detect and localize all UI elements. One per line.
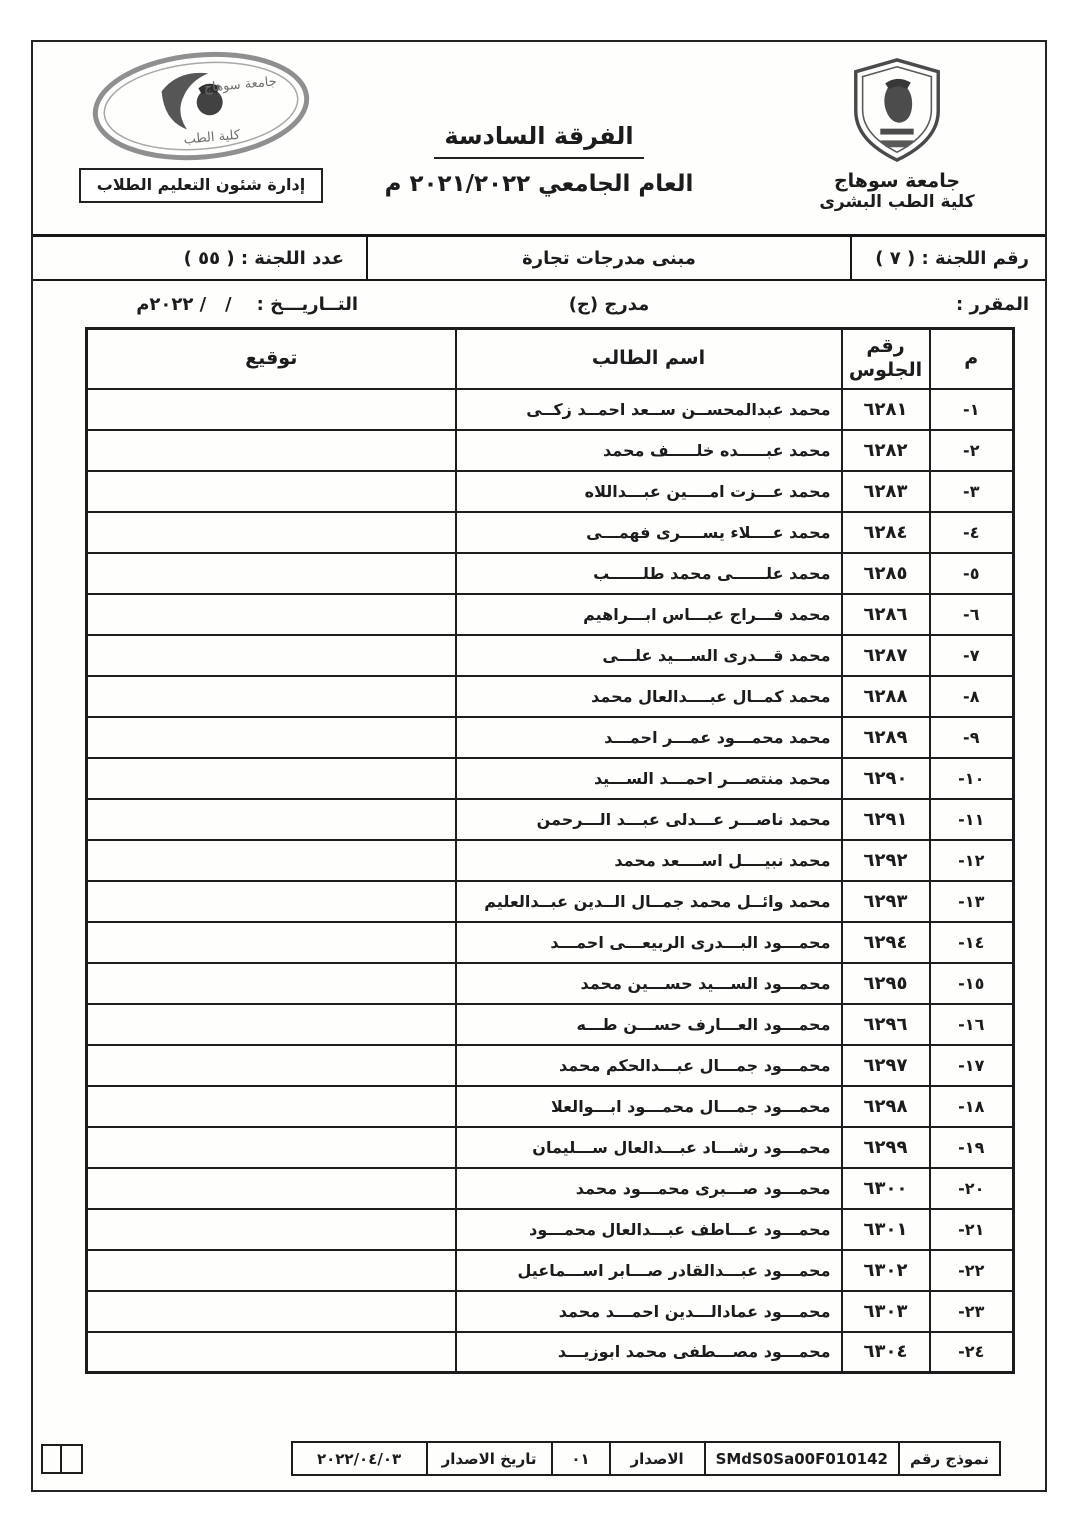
table-row xyxy=(87,553,1014,594)
table-row xyxy=(87,963,1014,1004)
header-signature: توقيع xyxy=(87,329,456,389)
table-row xyxy=(87,676,1014,717)
student-name-cell: محمـــود صـــبرى محمـــود محمد xyxy=(456,1168,842,1209)
row-number-cell: ١- xyxy=(930,389,1014,430)
student-name-cell: محمد عــــلاء يســــرى فهمـــى xyxy=(456,512,842,553)
row-number-cell: ٦- xyxy=(930,594,1014,635)
student-name-cell: محمد قـــدرى الســـيد علـــى xyxy=(456,635,842,676)
signature-cell xyxy=(87,1332,456,1373)
seat-number-cell: ٦٢٩٣ xyxy=(842,881,930,922)
student-name-cell: محمد محمـــود عمـــر احمـــد xyxy=(456,717,842,758)
signature-cell xyxy=(87,758,456,799)
page-footer xyxy=(41,1441,1001,1476)
seat-number-cell: ٦٢٩٨ xyxy=(842,1086,930,1127)
table-row xyxy=(87,717,1014,758)
committee-count: عدد اللجنة : ( ٥٥ ) xyxy=(33,237,368,279)
footer-end-box-cell xyxy=(43,1446,62,1472)
seat-number-cell: ٦٢٨٤ xyxy=(842,512,930,553)
table-row xyxy=(87,758,1014,799)
seat-number-cell: ٦٣٠٢ xyxy=(842,1250,930,1291)
row-number-cell: ١٢- xyxy=(930,840,1014,881)
row-number-cell: ١٣- xyxy=(930,881,1014,922)
signature-cell xyxy=(87,471,456,512)
seat-number-cell: ٦٣٠٠ xyxy=(842,1168,930,1209)
table-row xyxy=(87,1168,1014,1209)
table-row xyxy=(87,881,1014,922)
seat-number-cell: ٦٢٩٩ xyxy=(842,1127,930,1168)
row-number-cell: ٢٤- xyxy=(930,1332,1014,1373)
header-seat-number: رقم الجلوس xyxy=(842,329,930,389)
student-name-cell: محمد كمــال عبــــدالعال محمد xyxy=(456,676,842,717)
exam-date: التــاريـــخ : / / ٢٠٢٢م xyxy=(136,293,358,315)
form-code: SMdS0Sa00F010142 xyxy=(705,1442,899,1475)
signature-cell xyxy=(87,799,456,840)
signature-cell xyxy=(87,922,456,963)
seat-number-cell: ٦٢٩٢ xyxy=(842,840,930,881)
footer-table xyxy=(291,1441,1001,1476)
row-number-cell: ١٥- xyxy=(930,963,1014,1004)
university-block xyxy=(797,56,997,212)
academic-year: العام الجامعي ٢٠٢١/٢٠٢٢ م xyxy=(384,171,694,197)
student-name-cell: محمد ناصـــر عـــدلى عبـــد الـــرحمن xyxy=(456,799,842,840)
seat-number-cell: ٦٢٩١ xyxy=(842,799,930,840)
signature-cell xyxy=(87,881,456,922)
hall-name: مدرج (ج) xyxy=(568,293,650,315)
version-value: ٠١ xyxy=(552,1442,610,1475)
student-name-cell: محمد علــــــى محمد طلــــــب xyxy=(456,553,842,594)
signature-cell xyxy=(87,430,456,471)
seat-number-cell: ٦٢٨١ xyxy=(842,389,930,430)
row-number-cell: ٣- xyxy=(930,471,1014,512)
university-name: جامعة سوهاج xyxy=(833,170,961,192)
table-row xyxy=(87,1332,1014,1373)
student-name-cell: محمـــود العـــارف حســـن طـــه xyxy=(456,1004,842,1045)
signature-cell xyxy=(87,512,456,553)
signature-cell xyxy=(87,1127,456,1168)
student-name-cell: محمـــود مصـــطفى محمد ابوزيـــد xyxy=(456,1332,842,1373)
signature-cell xyxy=(87,389,456,430)
footer-end-box xyxy=(41,1444,83,1474)
row-number-cell: ٨- xyxy=(930,676,1014,717)
student-table xyxy=(85,327,1015,1374)
version-label: الاصدار xyxy=(610,1442,705,1475)
faculty-name: كلية الطب البشرى xyxy=(819,192,975,212)
table-row xyxy=(87,594,1014,635)
seat-number-cell: ٦٢٨٦ xyxy=(842,594,930,635)
table-row xyxy=(87,1127,1014,1168)
student-name-cell: محمد وائــل محمد جمــال الــدين عبــدالعليم xyxy=(456,881,842,922)
student-name-cell: محمد منتصـــر احمـــد الســـيد xyxy=(456,758,842,799)
table-row xyxy=(87,1004,1014,1045)
student-name-cell: محمـــود الســـيد حســـين محمد xyxy=(456,963,842,1004)
seat-number-cell: ٦٢٩٥ xyxy=(842,963,930,1004)
student-name-cell: محمد عبـــــده خلـــــف محمد xyxy=(456,430,842,471)
row-number-cell: ٢- xyxy=(930,430,1014,471)
table-row xyxy=(87,635,1014,676)
student-name-cell: محمد فـــراج عبـــاس ابـــراهيم xyxy=(456,594,842,635)
page-title: الفرقة السادسة xyxy=(434,122,643,159)
student-name-cell: محمـــود عـــاطف عبـــدالعال محمـــود xyxy=(456,1209,842,1250)
page-frame xyxy=(31,40,1047,1492)
student-name-cell: محمد عـــزت امــــين عبـــداللاه xyxy=(456,471,842,512)
row-number-cell: ٢٠- xyxy=(930,1168,1014,1209)
student-name-cell: محمد عبدالمحســن ســعد احمــد زكــى xyxy=(456,389,842,430)
signature-cell xyxy=(87,676,456,717)
table-header-row xyxy=(87,329,1014,389)
table-row xyxy=(87,1045,1014,1086)
row-number-cell: ٢٣- xyxy=(930,1291,1014,1332)
row-number-cell: ١٤- xyxy=(930,922,1014,963)
signature-cell xyxy=(87,963,456,1004)
row-number-cell: ١٧- xyxy=(930,1045,1014,1086)
form-number-label: نموذج رقم xyxy=(899,1442,1000,1475)
signature-cell xyxy=(87,1209,456,1250)
header-student-name: اسم الطالب xyxy=(456,329,842,389)
department-name-box: إدارة شئون التعليم الطلاب xyxy=(79,168,323,203)
issue-date-label: تاريخ الاصدار xyxy=(427,1442,552,1475)
signature-cell xyxy=(87,1045,456,1086)
department-block xyxy=(71,50,331,203)
row-number-cell: ١١- xyxy=(930,799,1014,840)
table-row xyxy=(87,512,1014,553)
table-row xyxy=(87,922,1014,963)
table-row xyxy=(87,1209,1014,1250)
info-row-bottom xyxy=(33,281,1045,327)
title-block xyxy=(353,122,725,197)
table-row xyxy=(87,1291,1014,1332)
seat-number-cell: ٦٢٨٢ xyxy=(842,430,930,471)
department-stamp-icon xyxy=(84,40,318,171)
signature-cell xyxy=(87,1168,456,1209)
issue-date-value: ٢٠٢٢/٠٤/٠٣ xyxy=(292,1442,427,1475)
row-number-cell: ٢٢- xyxy=(930,1250,1014,1291)
header-no: م xyxy=(930,329,1014,389)
seat-number-cell: ٦٢٨٩ xyxy=(842,717,930,758)
seat-number-cell: ٦٢٨٥ xyxy=(842,553,930,594)
signature-cell xyxy=(87,1250,456,1291)
seat-number-cell: ٦٣٠١ xyxy=(842,1209,930,1250)
row-number-cell: ٤- xyxy=(930,512,1014,553)
building-name: مبنى مدرجات تجارة xyxy=(522,247,696,269)
table-row xyxy=(87,1086,1014,1127)
row-number-cell: ١٦- xyxy=(930,1004,1014,1045)
row-number-cell: ٧- xyxy=(930,635,1014,676)
row-number-cell: ٥- xyxy=(930,553,1014,594)
row-number-cell: ٩- xyxy=(930,717,1014,758)
signature-cell xyxy=(87,594,456,635)
table-row xyxy=(87,1250,1014,1291)
table-row xyxy=(87,840,1014,881)
committee-number: رقم اللجنة : ( ٧ ) xyxy=(850,237,1045,279)
signature-cell xyxy=(87,553,456,594)
stamp-text-bottom: كلية الطب xyxy=(182,127,241,148)
row-number-cell: ١٩- xyxy=(930,1127,1014,1168)
table-row xyxy=(87,799,1014,840)
seat-number-cell: ٦٢٩٠ xyxy=(842,758,930,799)
page-header xyxy=(33,42,1045,234)
seat-number-cell: ٦٢٨٧ xyxy=(842,635,930,676)
signature-cell xyxy=(87,1291,456,1332)
signature-cell xyxy=(87,635,456,676)
student-table-body xyxy=(87,389,1014,1373)
university-emblem-icon xyxy=(849,56,945,164)
student-name-cell: محمـــود رشـــاد عبـــدالعال ســـليمان xyxy=(456,1127,842,1168)
seat-number-cell: ٦٣٠٣ xyxy=(842,1291,930,1332)
student-name-cell: محمـــود جمـــال عبـــدالحكم محمد xyxy=(456,1045,842,1086)
student-name-cell: محمـــود عمادالـــدين احمـــد محمد xyxy=(456,1291,842,1332)
row-number-cell: ١٨- xyxy=(930,1086,1014,1127)
seat-number-cell: ٦٢٨٣ xyxy=(842,471,930,512)
signature-cell xyxy=(87,1004,456,1045)
seat-number-cell: ٦٣٠٤ xyxy=(842,1332,930,1373)
course-label: المقرر : xyxy=(956,293,1029,315)
seat-number-cell: ٦٢٩٧ xyxy=(842,1045,930,1086)
signature-cell xyxy=(87,1086,456,1127)
table-row xyxy=(87,471,1014,512)
table-row xyxy=(87,389,1014,430)
seat-number-cell: ٦٢٩٤ xyxy=(842,922,930,963)
signature-cell xyxy=(87,717,456,758)
seat-number-cell: ٦٢٩٦ xyxy=(842,1004,930,1045)
row-number-cell: ١٠- xyxy=(930,758,1014,799)
student-name-cell: محمـــود البـــدرى الربيعـــى احمـــد xyxy=(456,922,842,963)
student-name-cell: محمـــود جمـــال محمـــود ابـــوالعلا xyxy=(456,1086,842,1127)
table-row xyxy=(87,430,1014,471)
row-number-cell: ٢١- xyxy=(930,1209,1014,1250)
student-name-cell: محمد نبيــــل اســــعد محمد xyxy=(456,840,842,881)
signature-cell xyxy=(87,840,456,881)
info-row-top xyxy=(33,237,1045,281)
footer-end-box-cell xyxy=(62,1446,81,1472)
student-name-cell: محمـــود عبـــدالقادر صـــابر اســـماعيل xyxy=(456,1250,842,1291)
seat-number-cell: ٦٢٨٨ xyxy=(842,676,930,717)
stamp-text-top: جامعة سوهاج xyxy=(202,74,277,96)
